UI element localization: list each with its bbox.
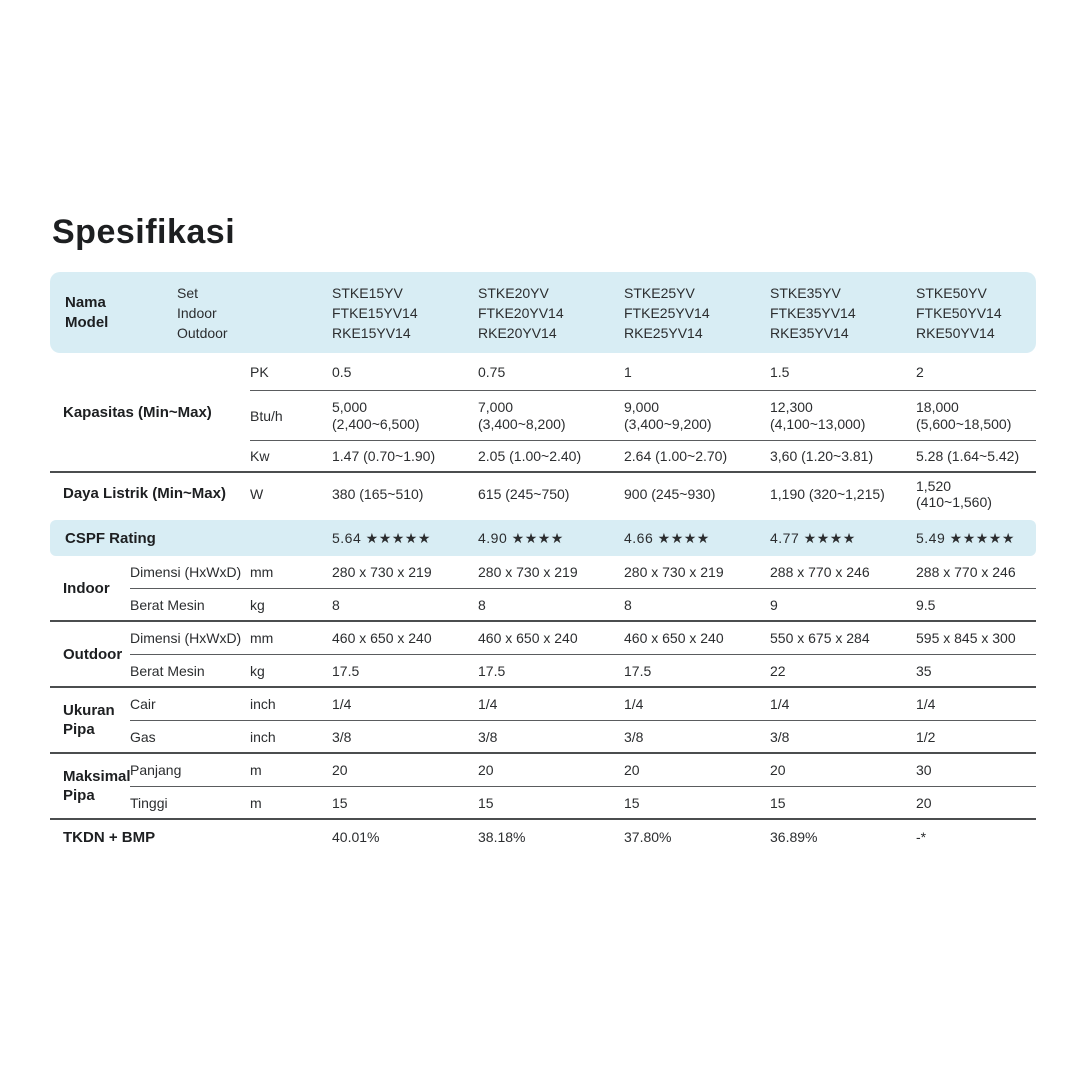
value-cell: 460 x 650 x 240	[332, 630, 432, 646]
model-indoor: FTKE50YV14	[916, 304, 1002, 321]
row-unit: Kw	[250, 448, 270, 464]
outdoor-label: Outdoor	[63, 645, 123, 663]
outdoor-label: Outdoor	[177, 324, 228, 341]
value-cell: 15	[624, 794, 640, 811]
capacity-range: (5,600~18,500)	[916, 415, 1012, 432]
kapasitas-label: Kapasitas (Min~Max)	[63, 403, 212, 421]
value-cell: 1/4	[770, 696, 790, 712]
model-outdoor: RKE25YV14	[624, 324, 703, 341]
row-label: Panjang	[130, 762, 182, 778]
group-ukuran-pipa	[50, 688, 1036, 754]
cspf-value: 5.49 ★★★★★	[916, 529, 1015, 546]
row-pipa-cair	[130, 688, 1036, 720]
model-indoor: FTKE35YV14	[770, 304, 856, 321]
value-cell: 1/4	[916, 696, 936, 712]
value-cell: 35	[916, 662, 932, 679]
cspf-value: 5.64 ★★★★★	[332, 529, 431, 546]
row-unit: kg	[250, 662, 265, 679]
model-outdoor: RKE35YV14	[770, 324, 849, 341]
nama-model-label: Nama Model	[65, 293, 109, 331]
model-set: STKE15YV	[332, 284, 403, 301]
row-label: Gas	[130, 728, 156, 745]
value-cell: 8	[332, 596, 340, 613]
daya-listrik-label: Daya Listrik (Min~Max)	[63, 485, 226, 502]
group-tkdn-bmp	[50, 820, 1036, 854]
group-maksimal-pipa	[50, 754, 1036, 820]
value-cell: 17.5	[624, 662, 652, 679]
value-cell: 9	[770, 596, 778, 613]
row-label: Dimensi (HxWxD)	[130, 630, 242, 646]
value-cell: 40.01%	[332, 829, 380, 845]
value-cell: 280 x 730 x 219	[332, 564, 432, 580]
maksimal-pipa-label: Maksimal Pipa	[63, 768, 131, 804]
row-pk	[250, 353, 1036, 390]
model-column	[478, 283, 624, 343]
value-cell: 1	[624, 363, 632, 380]
value-cell: 3/8	[624, 728, 644, 745]
value-cell: 20	[332, 762, 348, 778]
row-indoor-berat	[130, 588, 1036, 620]
row-indoor-dimensi	[130, 556, 1036, 588]
value-cell: 550 x 675 x 284	[770, 630, 870, 646]
value-cell: 460 x 650 x 240	[478, 630, 578, 646]
value-cell: 37.80%	[624, 829, 672, 845]
row-outdoor-dimensi	[130, 622, 1036, 654]
value-cell: -*	[916, 829, 927, 845]
value-cell: 1/2	[916, 728, 936, 745]
value-cell: 20	[478, 762, 494, 778]
group-kapasitas	[50, 353, 1036, 473]
value-cell: 0.5	[332, 363, 352, 380]
capacity-nominal: 9,000	[624, 398, 660, 415]
value-cell: 15	[478, 794, 494, 811]
value-cell: 15	[332, 794, 348, 811]
model-indoor: FTKE15YV14	[332, 304, 418, 321]
value-cell: 17.5	[332, 662, 360, 679]
value-cell: 36.89%	[770, 829, 818, 845]
row-label: Tinggi	[130, 794, 168, 811]
indoor-label: Indoor	[63, 579, 110, 597]
model-set: STKE50YV	[916, 284, 987, 301]
value-cell: 615 (245~750)	[478, 485, 570, 502]
cspf-value: 4.66 ★★★★	[624, 529, 710, 546]
row-pipa-gas	[130, 720, 1036, 752]
indoor-label: Indoor	[177, 304, 217, 321]
tkdn-label: TKDN + BMP	[63, 828, 156, 846]
value-cell: 5.28 (1.64~5.42)	[916, 448, 1020, 464]
value-cell: 1/4	[478, 696, 498, 712]
capacity-range: (2,400~6,500)	[332, 415, 420, 432]
capacity-range: (3,400~9,200)	[624, 415, 712, 432]
row-pipa-tinggi	[130, 786, 1036, 818]
row-label: Dimensi (HxWxD)	[130, 564, 242, 580]
value-cell: 595 x 845 x 300	[916, 630, 1016, 646]
value-cell: 17.5	[478, 662, 506, 679]
capacity-nominal: 5,000	[332, 398, 368, 415]
value-cell: 9.5	[916, 596, 936, 613]
value-cell	[770, 399, 916, 433]
value-cell: 3/8	[770, 728, 790, 745]
model-indoor: FTKE20YV14	[478, 304, 564, 321]
capacity-range: (3,400~8,200)	[478, 415, 566, 432]
value-cell: 2.64 (1.00~2.70)	[624, 448, 728, 464]
group-indoor	[50, 556, 1036, 622]
model-set: STKE25YV	[624, 284, 695, 301]
value-cell: 3/8	[332, 728, 352, 745]
cspf-value: 4.77 ★★★★	[770, 529, 856, 546]
value-cell: 280 x 730 x 219	[478, 564, 578, 580]
value-cell: 38.18%	[478, 829, 526, 845]
value-cell: 280 x 730 x 219	[624, 564, 724, 580]
row-unit: W	[250, 485, 264, 502]
row-outdoor-berat	[130, 654, 1036, 686]
model-column	[770, 283, 916, 343]
value-cell: 1.5	[770, 363, 790, 380]
value-cell: 20	[770, 762, 786, 778]
set-label: Set	[177, 284, 199, 301]
row-unit: Btu/h	[250, 407, 283, 424]
row-kw	[250, 440, 1036, 471]
value-cell: 900 (245~930)	[624, 485, 716, 502]
row-unit: mm	[250, 630, 274, 646]
model-outdoor: RKE20YV14	[478, 324, 557, 341]
model-header-row	[50, 272, 1036, 353]
row-label: Berat Mesin	[130, 596, 205, 613]
cspf-label: CSPF Rating	[65, 529, 156, 547]
value-cell: 380 (165~510)	[332, 485, 424, 502]
capacity-range: (4,100~13,000)	[770, 415, 866, 432]
value-cell	[624, 399, 770, 433]
value-cell: 288 x 770 x 246	[770, 564, 870, 580]
group-daya-listrik	[50, 473, 1036, 514]
value-cell: 1/4	[624, 696, 644, 712]
value-cell: 20	[916, 794, 932, 811]
value-cell: 0.75	[478, 363, 506, 380]
value-cell: 30	[916, 762, 932, 778]
value-cell: 1,520 (410~1,560)	[916, 477, 992, 510]
value-cell: 460 x 650 x 240	[624, 630, 724, 646]
capacity-nominal: 18,000	[916, 398, 959, 415]
row-unit: inch	[250, 696, 276, 712]
row-daya	[250, 473, 1036, 514]
row-unit: kg	[250, 596, 265, 613]
row-unit: m	[250, 794, 262, 811]
cspf-value: 4.90 ★★★★	[478, 529, 564, 546]
value-cell: 8	[478, 596, 486, 613]
cspf-rating-row	[50, 520, 1036, 556]
set-indoor-outdoor-labels	[177, 283, 332, 343]
row-label: Cair	[130, 696, 156, 712]
model-outdoor: RKE50YV14	[916, 324, 995, 341]
group-outdoor	[50, 622, 1036, 688]
capacity-nominal: 12,300	[770, 398, 813, 415]
value-cell: 22	[770, 662, 786, 679]
value-cell: 20	[624, 762, 640, 778]
ukuran-pipa-label: Ukuran Pipa	[63, 702, 115, 738]
value-cell: 3/8	[478, 728, 498, 745]
model-indoor: FTKE25YV14	[624, 304, 710, 321]
value-cell: 15	[770, 794, 786, 811]
value-cell: 3,60 (1.20~3.81)	[770, 448, 874, 464]
value-cell: 288 x 770 x 246	[916, 564, 1016, 580]
row-label: Berat Mesin	[130, 662, 205, 679]
row-unit: m	[250, 762, 262, 778]
page-title: Spesifikasi	[52, 213, 236, 251]
value-cell	[916, 399, 1036, 433]
row-unit: mm	[250, 564, 274, 580]
model-set: STKE20YV	[478, 284, 549, 301]
spec-table	[50, 272, 1036, 854]
value-cell: 1,190 (320~1,215)	[770, 485, 885, 502]
row-unit: inch	[250, 728, 276, 745]
model-outdoor: RKE15YV14	[332, 324, 411, 341]
row-btu	[250, 390, 1036, 440]
model-set: STKE35YV	[770, 284, 841, 301]
model-column	[624, 283, 770, 343]
row-unit: PK	[250, 363, 269, 380]
model-column	[916, 283, 1036, 343]
value-cell: 1.47 (0.70~1.90)	[332, 448, 436, 464]
row-pipa-panjang	[130, 754, 1036, 786]
capacity-nominal: 7,000	[478, 398, 514, 415]
value-cell	[478, 399, 624, 433]
model-column	[332, 283, 478, 343]
value-cell: 2	[916, 363, 924, 380]
value-cell: 8	[624, 596, 632, 613]
value-cell: 2.05 (1.00~2.40)	[478, 448, 582, 464]
value-cell: 1/4	[332, 696, 352, 712]
value-cell	[332, 399, 478, 433]
